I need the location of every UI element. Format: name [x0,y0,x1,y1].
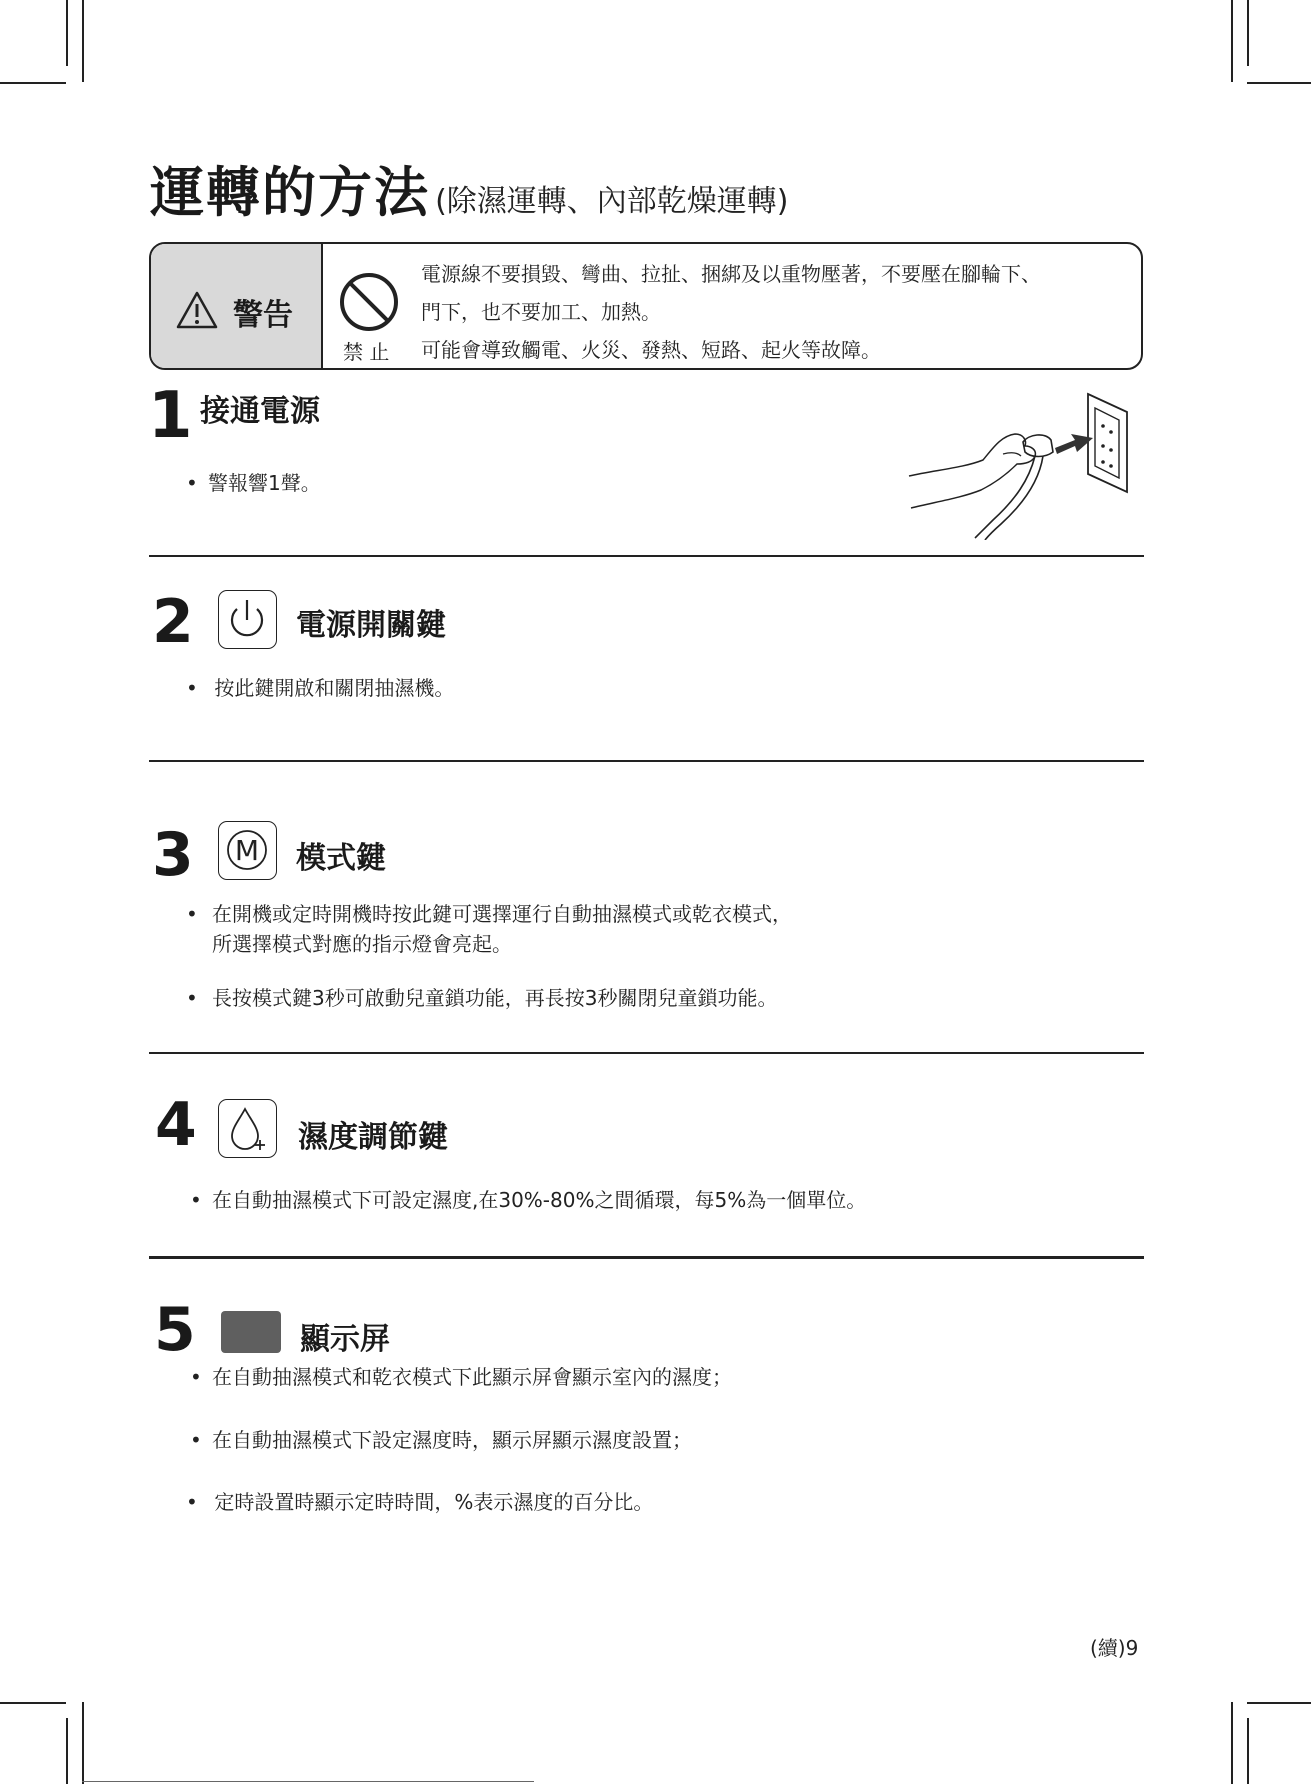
section-divider [149,1052,1144,1054]
crop-mark [1247,82,1311,84]
bullet-continuation: 所選擇模式對應的指示燈會亮起。 [212,932,512,956]
crop-mark [82,0,84,82]
mode-icon-letter: M [234,834,260,867]
warning-label: 警告 [233,298,293,333]
step-number: 3 [152,820,194,890]
section-title: 濕度調節鍵 [298,1120,448,1155]
bullet-item: • 定時設置時顯示定時時間，%表示濕度的百分比。 [186,1490,654,1514]
section-title: 接通電源 [200,394,320,429]
warning-text-line: 門下，也不要加工、加熱。 [421,300,661,324]
warning-box [149,242,1143,370]
crop-mark [1247,0,1249,66]
page-header [150,150,789,227]
bullet-item: • 警報響1聲。 [186,471,321,495]
bullet-item: • 長按模式鍵3秒可啟動兒童鎖功能，再長按3秒關閉兒童鎖功能。 [186,986,778,1010]
bullet-item: • 在自動抽濕模式下設定濕度時，顯示屏顯示濕度設置； [190,1428,692,1452]
crop-mark [0,82,66,84]
bullet-item: • 在開機或定時開機時按此鍵可選擇運行自動抽濕模式或乾衣模式， [186,902,792,926]
crop-mark [66,1718,68,1784]
crop-mark [1231,1702,1233,1784]
warning-label-panel [151,244,323,368]
mode-icon [219,822,275,878]
plug-socket-illustration [905,390,1130,540]
display-icon [221,1311,281,1353]
crop-mark [82,1702,84,1784]
step-number: 4 [155,1090,197,1160]
page-title: 運轉的方法 [150,161,430,224]
warning-triangle-icon [175,290,219,330]
crop-mark [0,1702,66,1704]
crop-mark [1247,1702,1311,1704]
section-title: 電源開關鍵 [296,608,446,643]
prohibit-icon [339,272,399,332]
page-subtitle: (除濕運轉、內部乾燥運轉) [435,184,789,219]
prohibit-label: 禁 止 [343,340,390,364]
step-number: 1 [148,379,193,453]
crop-mark [1231,0,1233,82]
bullet-item: • 在自動抽濕模式和乾衣模式下此顯示屏會顯示室內的濕度； [190,1365,732,1389]
humidity-drop-icon [219,1100,275,1156]
page-number: (續)9 [1090,1636,1139,1660]
bullet-item: • 在自動抽濕模式下可設定濕度,在30%-80%之間循環，每5%為一個單位。 [190,1188,867,1212]
power-button-icon-frame [218,590,277,649]
step-number: 2 [152,587,194,657]
crop-mark [66,0,68,66]
power-icon [219,591,275,647]
crop-mark [1247,1718,1249,1784]
warning-text-line: 電源線不要損毀、彎曲、拉扯、捆綁及以重物壓著，不要壓在腳輪下、 [421,262,1041,286]
section-title: 顯示屏 [300,1322,390,1357]
warning-text-line: 可能會導致觸電、火災、發熱、短路、起火等故障。 [421,338,881,362]
mode-button-icon-frame [218,821,277,880]
section-title: 模式鍵 [296,841,386,876]
bullet-item: • 按此鍵開啟和關閉抽濕機。 [186,676,455,700]
section-divider [149,760,1144,762]
section-divider [149,555,1144,557]
humidity-button-icon-frame [218,1099,277,1158]
section-divider [149,1256,1144,1259]
step-number: 5 [154,1295,196,1365]
crop-line [82,1781,534,1782]
